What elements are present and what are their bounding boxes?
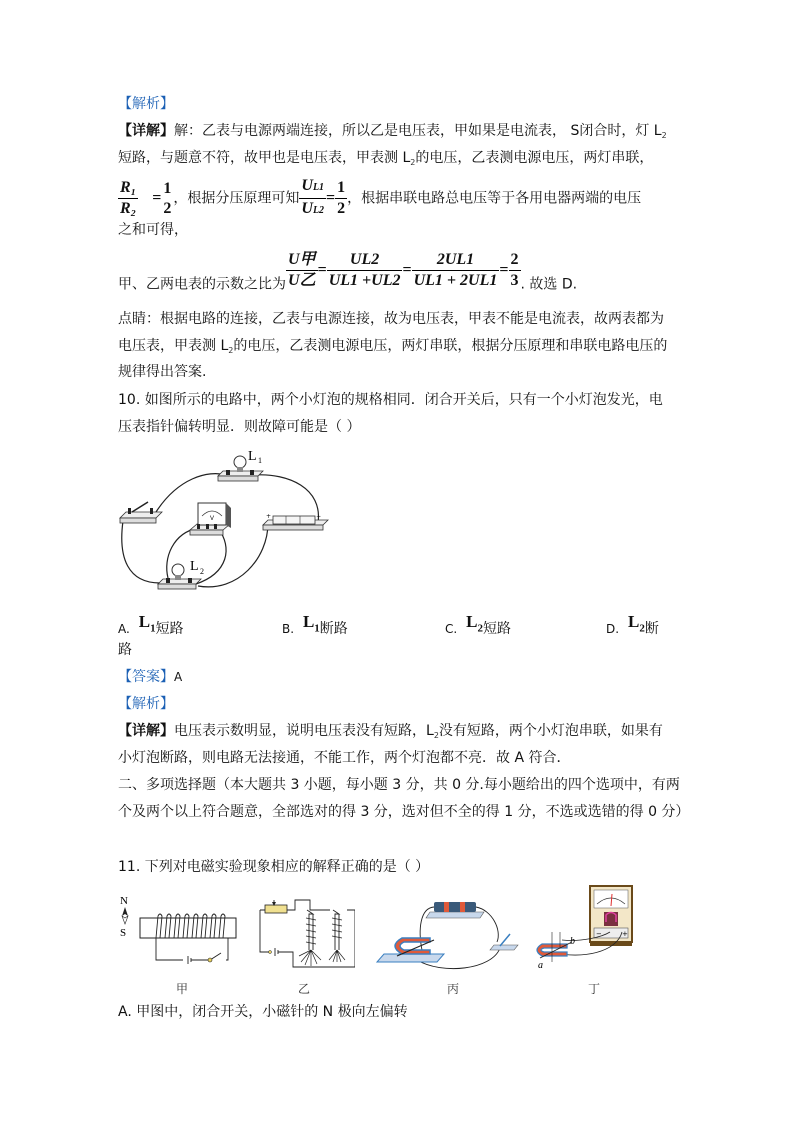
svg-text:−: −	[596, 930, 602, 938]
caption-bing: 丙	[447, 982, 460, 996]
analysis-tag: 【解析】	[118, 96, 174, 112]
analysis-heading	[118, 94, 174, 114]
svg-text:S: S	[120, 927, 127, 939]
comment-line-2: 电压表，甲表测 $L_2$的电压，乙表测电源电压，两灯串联，根据分压原理和串联电路电压的	[118, 338, 668, 355]
q10-option-c[interactable]: C. $L_2$短路	[445, 612, 511, 637]
formula-r1-r2: $\frac{\text{R₁}}{\text{R₂}}$	[120, 179, 137, 217]
detail-line-3: $\frac{\text{R₁}}{\text{R₂}}$ = 1 2 ，根据分压原理可知 $\frac{UL1}{UL2}$ = $\frac{1}{2}$ ，根据串联电路总电压等于各用电器两端的电压	[118, 176, 641, 221]
q10-option-b[interactable]: B. $L_1$断路	[282, 612, 348, 637]
caption-yi: 乙	[298, 982, 311, 996]
q11-figure-jia	[118, 890, 238, 970]
caption-ding: 丁	[588, 982, 601, 996]
formula-ratio: $\frac{\text{U甲}}{\text{U乙}}$	[288, 251, 316, 289]
q10-analysis-heading: 【解析】	[118, 696, 174, 712]
svg-text:a: a	[538, 960, 543, 971]
q10-detail-1: 【详解】电压表示数明显，说明电压表没有短路，$L_2$没有短路，两个小灯泡串联，如果有	[118, 723, 663, 740]
formula-ul1-ul2: $\frac{UL1}{UL2}$	[301, 177, 325, 217]
detail-tag: 【详解】	[118, 123, 174, 139]
q10-answer	[118, 667, 182, 687]
q10-option-d[interactable]: D. $L_2$断	[606, 612, 659, 637]
q11-stem: 11. 下列对电磁实验现象相应的解释正确的是（ ）	[118, 859, 430, 875]
section2-heading-2: 个及两个以上符合题意，全部选对的得 3 分，选对但不全的得 1 分，不选或选错的得 0 分）	[118, 804, 690, 820]
caption-jia: 甲	[176, 982, 189, 996]
q10-circuit-figure	[118, 448, 333, 593]
svg-text:N: N	[120, 895, 128, 907]
q10-stem-1: 10. 如图所示的电路中，两个小灯泡的规格相同．闭合开关后，只有一个小灯泡发光，电	[118, 392, 663, 408]
svg-text:b: b	[570, 936, 575, 947]
svg-text:+: +	[266, 513, 272, 520]
svg-text:1: 1	[258, 456, 262, 465]
svg-text:V: V	[210, 516, 215, 522]
q11-figure-bing	[372, 890, 522, 975]
q10-stem-2: 压表指针偏转明显．则故障可能是（ ）	[118, 419, 361, 435]
svg-text:L: L	[248, 449, 257, 464]
svg-text:L: L	[190, 559, 199, 574]
q10-option-a[interactable]: A. $L_1$短路	[118, 612, 184, 637]
svg-text:+: +	[622, 930, 628, 938]
q10-detail-2: 小灯泡断路，则电路无法接通，不能工作，两个灯泡都不亮．故 A 符合．	[118, 750, 571, 766]
section2-heading-1: 二、多项选择题（本大题共 3 小题，每小题 3 分，共 0 分.每小题给出的四个选项中，有两	[118, 777, 680, 793]
q11-option-a[interactable]: A. 甲图中，闭合开关，小磁针的 N 极向左偏转	[118, 1004, 408, 1020]
answer-value: A	[174, 670, 183, 684]
detail-line-1: 【详解】解：乙表与电源两端连接，所以乙是电压表，甲如果是电流表， S闭合时，灯 $L_2$	[118, 123, 667, 140]
battery	[263, 513, 328, 530]
q10-option-d-wrap: 路	[118, 642, 132, 658]
detail-line-4: 之和可得，	[118, 222, 188, 238]
voltmeter	[190, 503, 231, 535]
svg-text:−: −	[316, 513, 322, 520]
detail-line-2: 短路，与题意不符，故甲也是电压表，甲表测 $L_2$的电压，乙表测电源电压，两灯串联，	[118, 150, 654, 167]
comment-line-1: 点睛：根据电路的连接，乙表与电源连接，故为电压表，甲表不能是电流表，故两表都为	[118, 311, 664, 327]
switch	[120, 502, 162, 523]
comment-line-3: 规律得出答案.	[118, 364, 207, 380]
q11-figure-yi	[255, 890, 355, 975]
answer-tag: 【答案】	[118, 669, 174, 685]
svg-text:2: 2	[200, 567, 204, 576]
detail-line-5: 甲、乙两电表的示数之比为 $\frac{\text{U甲}}{\text{U乙}}$ = $\frac{UL2}{UL1 +UL2}$ = $\frac{2UL1}{UL1 + 2UL1}$ = $\frac{2}{3}$ . 故选 D.	[118, 251, 578, 293]
q11-figure-ding	[532, 882, 647, 977]
